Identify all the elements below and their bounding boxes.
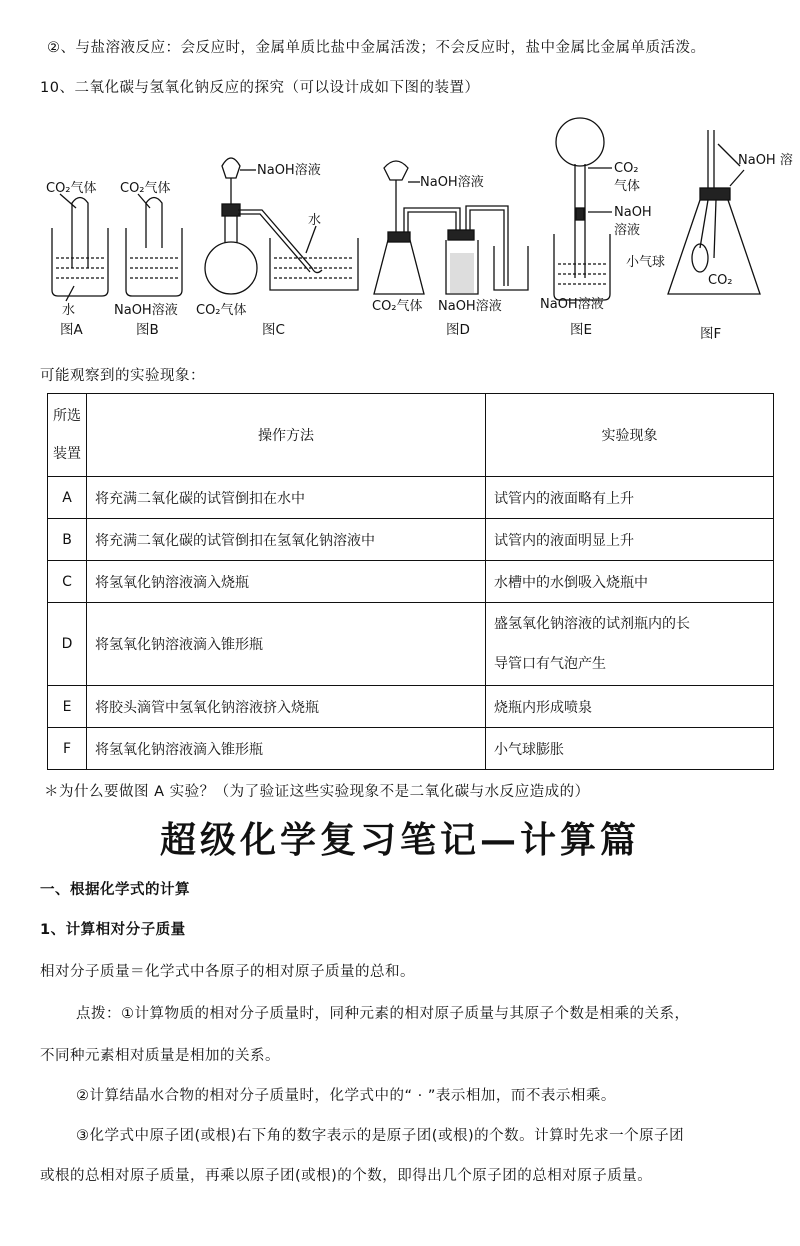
svg-text:图E: 图E [570, 322, 593, 338]
table-row: C 将氢氧化钠溶液滴入烧瓶 水槽中的水倒吸入烧瓶中 [48, 561, 774, 603]
tip-3b: 或根的总相对原子质量，再乘以原子团(或根)的个数，即得出几个原子团的总相对原子质量。 [40, 1168, 653, 1184]
heading-2: 1、计算相对分子质量 [40, 922, 186, 938]
intro-line-1: ②、与盐溶液反应：会反应时，金属单质比盐中金属活泼；不会反应时，盐中金属比金属单质活泼。 [47, 40, 706, 56]
svg-text:图B: 图B [136, 322, 159, 338]
tip-1b: 不同种元素相对质量是相加的关系。 [40, 1048, 280, 1064]
svg-text:CO₂气体: CO₂气体 [46, 181, 97, 196]
svg-text:小气球: 小气球 [626, 255, 666, 270]
definition-line: 相对分子质量＝化学式中各原子的相对原子质量的总和。 [40, 964, 415, 980]
svg-text:NaOH溶液: NaOH溶液 [420, 175, 484, 190]
table-row: B 将充满二氧化碳的试管倒扣在氢氧化钠溶液中 试管内的液面明显上升 [48, 519, 774, 561]
svg-text:NaOH溶液: NaOH溶液 [257, 163, 321, 178]
svg-text:NaOH 溶: NaOH 溶 [738, 153, 793, 168]
header-phenomenon: 实验现象 [486, 394, 774, 477]
svg-text:水: 水 [62, 303, 76, 318]
svg-text:水: 水 [308, 213, 322, 228]
svg-text:NaOH溶液: NaOH溶液 [114, 303, 178, 318]
tip-1a: 点拨：①计算物质的相对分子质量时，同种元素的相对原子质量与其原子个数是相乘的关系， [76, 1006, 690, 1022]
svg-text:图A: 图A [60, 322, 83, 338]
svg-text:图F: 图F [700, 326, 722, 342]
header-method: 操作方法 [87, 394, 486, 477]
svg-text:气体: 气体 [614, 179, 641, 194]
svg-text:图D: 图D [446, 322, 470, 338]
table-row: D 将氢氧化钠溶液滴入锥形瓶 盛氢氧化钠溶液的试剂瓶内的长 导管口有气泡产生 [48, 603, 774, 686]
svg-text:图C: 图C [262, 322, 285, 338]
svg-text:CO₂气体: CO₂气体 [196, 303, 247, 318]
table-header-row [48, 394, 774, 477]
svg-text:溶液: 溶液 [614, 223, 641, 238]
svg-text:CO₂: CO₂ [614, 161, 639, 176]
note-line: ＊为什么要做图 A 实验？（为了验证这些实验现象不是二氧化碳与水反应造成的） [44, 784, 590, 800]
heading-1: 一、根据化学式的计算 [40, 882, 190, 898]
table-row: A 将充满二氧化碳的试管倒扣在水中 试管内的液面略有上升 [48, 477, 774, 519]
observation-table [47, 393, 774, 770]
svg-text:CO₂: CO₂ [708, 273, 733, 288]
header-device: 所选 装置 [48, 394, 87, 477]
section-title: 超级化学复习笔记—计算篇 [160, 819, 641, 861]
svg-text:NaOH溶液: NaOH溶液 [438, 299, 502, 314]
tip-3a: ③化学式中原子团(或根)右下角的数字表示的是原子团(或根)的个数。计算时先求一个原子团 [76, 1128, 685, 1144]
svg-text:CO₂气体: CO₂气体 [372, 299, 423, 314]
svg-text:CO₂气体: CO₂气体 [120, 181, 171, 196]
svg-text:NaOH溶液: NaOH溶液 [540, 297, 604, 312]
apparatus-figure [0, 108, 800, 348]
table-row: F 将氢氧化钠溶液滴入锥形瓶 小气球膨胀 [48, 728, 774, 770]
tip-2: ②计算结晶水合物的相对分子质量时，化学式中的“ · ”表示相加，而不表示相乘。 [76, 1088, 616, 1104]
table-row: E 将胶头滴管中氢氧化钠溶液挤入烧瓶 烧瓶内形成喷泉 [48, 686, 774, 728]
observe-label: 可能观察到的实验现象： [40, 368, 205, 384]
intro-line-2: 10、二氧化碳与氢氧化钠反应的探究（可以设计成如下图的装置） [40, 80, 480, 96]
svg-text:NaOH: NaOH [614, 205, 652, 220]
